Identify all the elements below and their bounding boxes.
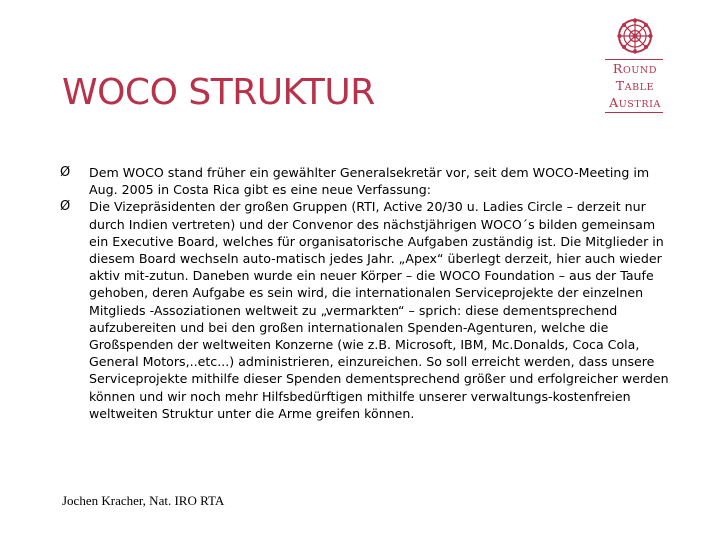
round-table-wheel-emblem-icon [617, 18, 653, 54]
logo-bottom-rule [605, 112, 663, 113]
bullet-list [60, 164, 676, 422]
bullet-text: Dem WOCO stand früher ein gewählter Generalsekretär vor, seit dem WOCO-Meeting im Aug. 2005 in Costa Rica gibt es eine neue Verfassung: [89, 165, 650, 198]
slide-title: WOCO STRUKTUR [62, 72, 375, 113]
arrow-bullet-icon: Ø [60, 199, 71, 215]
slide-footer: Jochen Kracher, Nat. IRO RTA [62, 493, 225, 508]
bullet-text: Die Vizepräsidenten der großen Gruppen (RTI, Active 20/30 u. Ladies Circle – derzeit nur durch Indien vertreten) und der Convenor des nächstjährigen WOCO´s bilden gemeinsam ein Executive Board, welches für organisatorische Aufgaben zuständig ist. Die Mitglieder in diesem Board wechseln auto-matisch jedes Jahr. „Apex“ überlegt derzeit, hier auch wieder aktiv mit-zutun. Daneben wurde ein neuer Körper – die WOCO Foundation – aus der Taufe gehoben, deren Aufgabe es sein wird, die internationalen Serviceprojekte der einzelnen Mitglieds -Assoziationen weltweit zu „vermarkten“ – sprich: diese dementsprechend aufzubereiten und bei den großen internationalen Spenden-Agenturen, welche die Großspenden der weltweiten Konzerne (wie z.B. Microsoft, IBM, Mc.Donalds, Coca Cola, General Motors,..etc...) administrieren, einzureichen. So soll erreicht werden, dass unsere Serviceprojekte mithilfe dieser Spenden dementsprechend größer und erfolgreicher werden können und wir noch mehr Hilfsbedürftigen mithilfe unserer verwaltungs-kostenfreien weltweiten Struktur unter die Arme greifen können. [89, 199, 669, 421]
logo-top-rule [605, 59, 663, 60]
round-table-austria-logo [600, 18, 670, 118]
arrow-bullet-icon: Ø [60, 165, 71, 180]
logo-line-round: ROUND [612, 61, 658, 76]
bullet-item-constitution [60, 164, 676, 198]
bullet-item-executive-board [60, 198, 676, 422]
logo-line-austria: AUSTRIA [609, 95, 661, 110]
logo-line-table: TABLE [615, 78, 655, 93]
